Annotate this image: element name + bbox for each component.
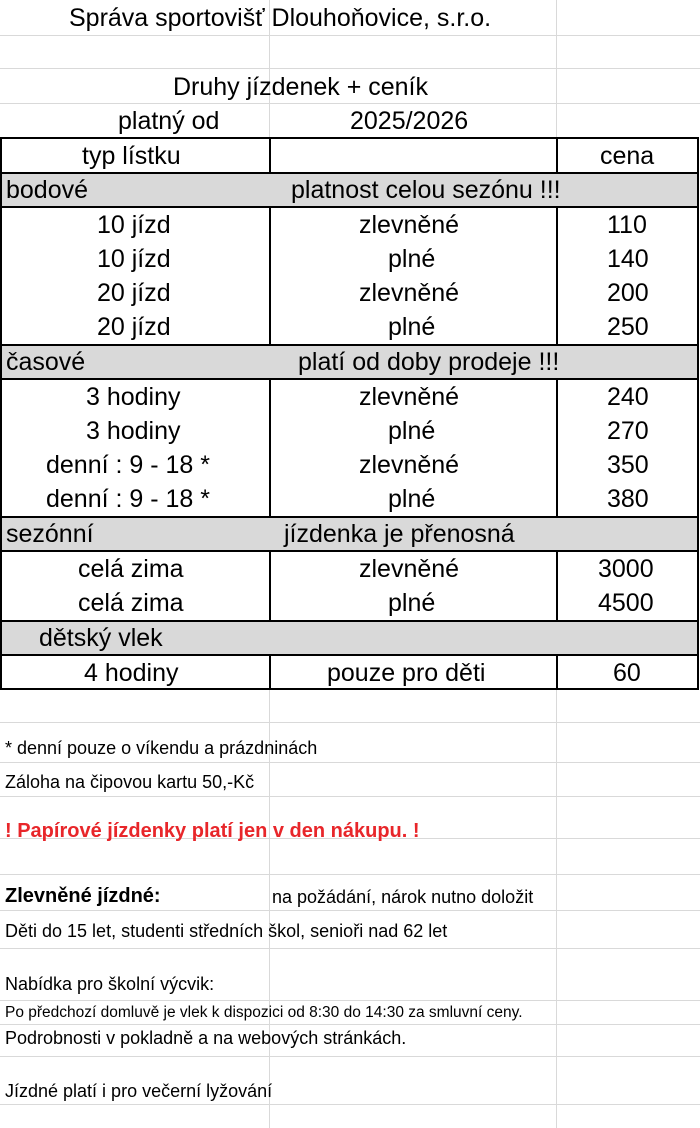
ticket-type: 3 hodiny: [86, 383, 181, 411]
gridline: [0, 35, 700, 36]
ticket-category: zlevněné: [359, 555, 460, 583]
ticket-price: 110: [607, 211, 647, 239]
ticket-price: 140: [607, 245, 649, 273]
ticket-price: 380: [607, 485, 649, 513]
gridline: [0, 796, 700, 797]
section-name: bodové: [6, 176, 89, 204]
section-note: jízdenka je přenosná: [284, 520, 515, 548]
section-note: platnost celou sezónu !!!: [291, 176, 561, 204]
ticket-price: 240: [607, 383, 649, 411]
discount-condition: na požádání, nárok nutno doložit: [272, 887, 534, 907]
header-price: cena: [600, 142, 655, 170]
ticket-category: plné: [388, 485, 436, 513]
ticket-price: 200: [607, 279, 649, 307]
table-border: [0, 137, 698, 139]
table-border: [269, 206, 271, 344]
school-offer-detail: Po předchozí domluvě je vlek k dispozici od 8:30 do 14:30 za smluvní ceny.: [5, 1004, 523, 1021]
section-name: dětský vlek: [39, 624, 163, 652]
gridline: [0, 910, 700, 911]
gridline: [0, 1024, 700, 1025]
table-border: [269, 378, 271, 516]
details-note: Podrobnosti v pokladně a na webových stránkách.: [5, 1028, 407, 1048]
ticket-type: 10 jízd: [97, 211, 171, 239]
table-border: [0, 378, 698, 380]
daily-note: * denní pouze o víkendu a prázdninách: [5, 738, 318, 758]
ticket-price: 4500: [598, 589, 654, 617]
gridline: [0, 68, 700, 69]
ticket-category: zlevněné: [359, 211, 460, 239]
gridline: [0, 722, 700, 723]
ticket-type: 3 hodiny: [86, 417, 181, 445]
gridline: [0, 1000, 700, 1001]
table-border: [556, 550, 558, 620]
gridline: [0, 1104, 700, 1105]
ticket-price: 3000: [598, 555, 654, 583]
ticket-category: plné: [388, 589, 436, 617]
table-border: [269, 137, 271, 172]
table-border: [0, 172, 698, 174]
ticket-category: pouze pro děti: [327, 659, 486, 687]
table-border: [0, 688, 698, 690]
table-border: [556, 206, 558, 344]
company-name: Správa sportovišť Dlouhoňovice, s.r.o.: [69, 4, 492, 32]
ticket-category: plné: [388, 245, 436, 273]
section-note: platí od doby prodeje !!!: [298, 348, 560, 376]
header-type: typ lístku: [82, 142, 181, 170]
ticket-price: 250: [607, 313, 649, 341]
ticket-type: denní : 9 - 18 *: [46, 451, 211, 479]
table-border: [556, 378, 558, 516]
ticket-category: zlevněné: [359, 383, 460, 411]
table-border: [0, 654, 698, 656]
table-border: [0, 344, 698, 346]
discount-label: Zlevněné jízdné:: [5, 885, 161, 907]
evening-note: Jízdné platí i pro večerní lyžování: [5, 1081, 273, 1101]
table-border: [0, 206, 698, 208]
school-offer: Nabídka pro školní výcvik:: [5, 974, 215, 994]
ticket-category: zlevněné: [359, 451, 460, 479]
table-border: [556, 137, 558, 172]
ticket-type: 20 jízd: [97, 313, 171, 341]
gridline: [0, 874, 700, 875]
table-border: [0, 516, 698, 518]
section-name: časové: [6, 348, 86, 376]
valid-from-label: platný od: [118, 107, 220, 135]
table-border: [269, 654, 271, 688]
ticket-type: denní : 9 - 18 *: [46, 485, 211, 513]
table-border: [0, 550, 698, 552]
ticket-type: celá zima: [78, 589, 184, 617]
discount-eligibility: Děti do 15 let, studenti středních škol, senioři nad 62 let: [5, 921, 448, 941]
ticket-type: 20 jízd: [97, 279, 171, 307]
gridline: [0, 1056, 700, 1057]
ticket-category: zlevněné: [359, 279, 460, 307]
ticket-category: plné: [388, 313, 436, 341]
ticket-price: 270: [607, 417, 649, 445]
ticket-type: celá zima: [78, 555, 184, 583]
table-border: [556, 654, 558, 688]
gridline: [0, 762, 700, 763]
ticket-price: 350: [607, 451, 649, 479]
paper-ticket-warning: ! Papírové jízdenky platí jen v den nákupu. !: [5, 820, 420, 842]
gridline: [0, 103, 700, 104]
table-border: [697, 137, 699, 690]
table-border: [269, 550, 271, 620]
table-border: [0, 137, 2, 690]
ticket-category: plné: [388, 417, 436, 445]
deposit-note: Záloha na čipovou kartu 50,-Kč: [5, 772, 255, 792]
page-title: Druhy jízdenek + ceník: [173, 73, 428, 101]
section-name: sezónní: [6, 520, 94, 548]
table-border: [0, 620, 698, 622]
gridline: [0, 948, 700, 949]
ticket-price: 60: [613, 659, 641, 687]
valid-from-value: 2025/2026: [350, 107, 469, 135]
ticket-type: 4 hodiny: [84, 659, 179, 687]
ticket-type: 10 jízd: [97, 245, 171, 273]
